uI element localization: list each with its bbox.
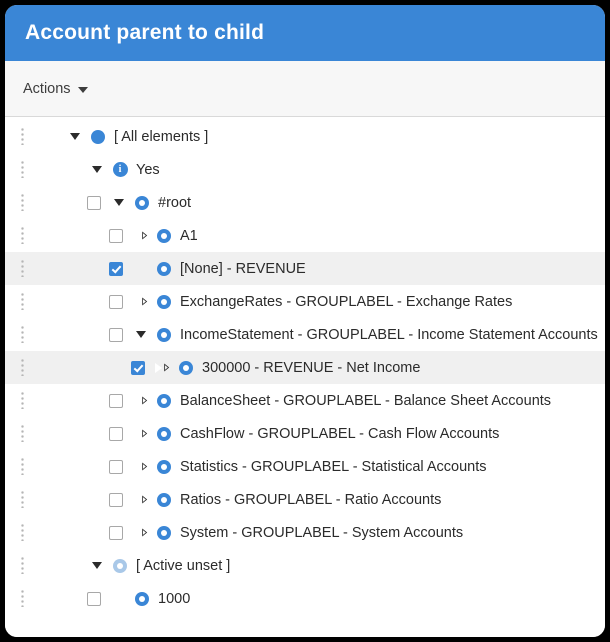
drag-handle-icon[interactable]	[15, 293, 29, 310]
target-circle-icon	[155, 260, 173, 278]
tree-row[interactable]	[5, 285, 605, 318]
drag-handle-dots	[21, 491, 24, 508]
tree-row-label: ExchangeRates - GROUPLABEL - Exchange Rates	[180, 293, 513, 310]
dot-shape	[157, 493, 171, 507]
drag-handle-dots	[21, 194, 24, 211]
drag-handle-icon[interactable]	[15, 260, 29, 277]
dot-shape	[157, 460, 171, 474]
drag-handle-icon[interactable]	[15, 359, 29, 376]
dot-shape	[113, 559, 127, 573]
dialog-window	[5, 5, 605, 637]
expand-triangle-right-icon[interactable]	[133, 492, 149, 508]
row-checkbox[interactable]	[109, 394, 123, 408]
tree-row-label: IncomeStatement - GROUPLABEL - Income Statement Accounts	[180, 326, 598, 343]
target-circle-icon	[155, 524, 173, 542]
info-circle-icon	[111, 161, 129, 179]
info-glyph: i	[113, 162, 128, 177]
target-circle-icon	[177, 359, 195, 377]
tree-row-label: Statistics - GROUPLABEL - Statistical Accounts	[180, 458, 487, 475]
tree-row-label: System - GROUPLABEL - System Accounts	[180, 524, 464, 541]
dot-shape	[157, 328, 171, 342]
target-circle-icon	[155, 491, 173, 509]
drag-handle-icon[interactable]	[15, 194, 29, 211]
tree-row-label: [None] - REVENUE	[180, 260, 306, 277]
dot-shape	[157, 295, 171, 309]
expand-triangle-right-icon[interactable]	[133, 393, 149, 409]
row-checkbox[interactable]	[109, 295, 123, 309]
target-circle-icon	[155, 227, 173, 245]
tree-row[interactable]	[5, 384, 605, 417]
tree-row-label: #root	[158, 194, 192, 211]
dot-shape	[157, 394, 171, 408]
drag-handle-icon[interactable]	[15, 425, 29, 442]
tree-row[interactable]	[5, 582, 605, 615]
title-bar	[5, 5, 605, 61]
row-checkbox[interactable]	[87, 592, 101, 606]
drag-handle-icon[interactable]	[15, 326, 29, 343]
drag-handle-icon[interactable]	[15, 491, 29, 508]
dot-shape	[179, 361, 193, 375]
expand-triangle-right-icon[interactable]	[133, 525, 149, 541]
tree-row[interactable]	[5, 318, 605, 351]
tree-row[interactable]	[5, 417, 605, 450]
expand-placeholder	[111, 591, 127, 607]
drag-handle-dots	[21, 392, 24, 409]
tree-row-label: 300000 - REVENUE - Net Income	[202, 359, 421, 376]
row-checkbox[interactable]	[109, 229, 123, 243]
dot-shape	[157, 229, 171, 243]
drag-handle-dots	[21, 161, 24, 178]
actions-menu-button[interactable]	[21, 78, 90, 100]
row-checkbox[interactable]	[109, 493, 123, 507]
row-checkbox[interactable]	[109, 427, 123, 441]
row-checkbox[interactable]	[87, 196, 101, 210]
tree-row-label: [ Active unset ]	[136, 557, 231, 574]
tree-row[interactable]	[5, 153, 605, 186]
drag-handle-dots	[21, 557, 24, 574]
expand-triangle-right-icon[interactable]	[133, 228, 149, 244]
row-checkbox[interactable]	[109, 328, 123, 342]
drag-handle-icon[interactable]	[15, 392, 29, 409]
expand-triangle-down-icon[interactable]	[111, 195, 127, 211]
row-checkbox[interactable]	[109, 526, 123, 540]
dot-shape	[91, 130, 105, 144]
drag-handle-dots	[21, 590, 24, 607]
tree-row-label: 1000	[158, 590, 191, 607]
tree-row-label: [ All elements ]	[114, 128, 209, 145]
tree-row[interactable]	[5, 516, 605, 549]
tree-row-label: BalanceSheet - GROUPLABEL - Balance Sheet Accounts	[180, 392, 552, 409]
expand-triangle-down-icon[interactable]	[89, 558, 105, 574]
tree-row[interactable]	[5, 483, 605, 516]
drag-handle-icon[interactable]	[15, 590, 29, 607]
actions-menu-label: Actions	[23, 80, 71, 97]
toolbar	[5, 61, 605, 117]
tree-row[interactable]	[5, 450, 605, 483]
target-circle-icon	[155, 458, 173, 476]
drag-handle-icon[interactable]	[15, 227, 29, 244]
row-checkbox[interactable]	[109, 460, 123, 474]
expand-triangle-down-icon[interactable]	[89, 162, 105, 178]
drag-handle-icon[interactable]	[15, 161, 29, 178]
drag-handle-dots	[21, 326, 24, 343]
drag-handle-icon[interactable]	[15, 557, 29, 574]
dot-filled-icon	[89, 128, 107, 146]
drag-handle-icon[interactable]	[15, 524, 29, 541]
tree-row[interactable]	[5, 351, 605, 384]
target-circle-icon	[133, 194, 151, 212]
tree-row[interactable]	[5, 120, 605, 153]
target-circle-icon	[133, 590, 151, 608]
expand-triangle-down-icon[interactable]	[133, 327, 149, 343]
dot-pale-icon	[111, 557, 129, 575]
dot-shape	[157, 262, 171, 276]
drag-handle-dots	[21, 293, 24, 310]
target-circle-icon	[155, 326, 173, 344]
drag-handle-icon[interactable]	[15, 128, 29, 145]
tree-row[interactable]	[5, 252, 605, 285]
drag-handle-dots	[21, 260, 24, 277]
drag-handle-dots	[21, 227, 24, 244]
expand-triangle-right-icon[interactable]	[133, 294, 149, 310]
dot-shape	[157, 427, 171, 441]
dot-shape	[135, 592, 149, 606]
tree-row[interactable]	[5, 549, 605, 582]
drag-handle-dots	[21, 458, 24, 475]
expand-placeholder	[133, 261, 149, 277]
tree-row[interactable]	[5, 186, 605, 219]
chevron-down-icon	[78, 87, 88, 93]
page-title: Account parent to child	[25, 21, 265, 44]
drag-handle-dots	[21, 359, 24, 376]
dot-shape	[157, 526, 171, 540]
tree-row-label: CashFlow - GROUPLABEL - Cash Flow Accounts	[180, 425, 500, 442]
tree-row-label: Yes	[136, 161, 160, 178]
tree-view[interactable]	[5, 117, 605, 637]
row-checkbox[interactable]	[109, 262, 123, 276]
expand-triangle-down-icon[interactable]	[67, 129, 83, 145]
expand-triangle-right-icon[interactable]	[133, 426, 149, 442]
drag-handle-dots	[21, 425, 24, 442]
target-circle-icon	[155, 425, 173, 443]
expand-triangle-right-icon[interactable]	[133, 459, 149, 475]
drag-handle-dots	[21, 128, 24, 145]
tree-row-label: Ratios - GROUPLABEL - Ratio Accounts	[180, 491, 442, 508]
target-circle-icon	[155, 293, 173, 311]
target-circle-icon	[155, 392, 173, 410]
row-checkbox[interactable]	[131, 361, 145, 375]
tree-row-label: A1	[180, 227, 198, 244]
expand-triangle-right-icon[interactable]	[155, 360, 171, 376]
drag-handle-dots	[21, 524, 24, 541]
tree-row[interactable]	[5, 219, 605, 252]
dot-shape	[135, 196, 149, 210]
drag-handle-icon[interactable]	[15, 458, 29, 475]
